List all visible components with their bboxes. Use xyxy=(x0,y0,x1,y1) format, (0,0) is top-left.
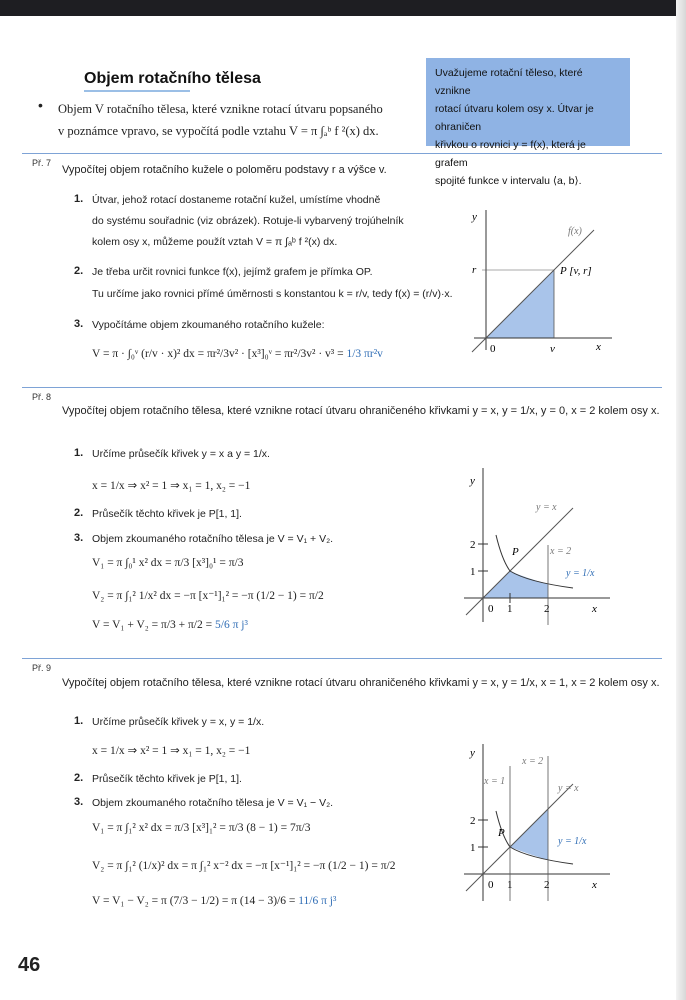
origin-label: 0 xyxy=(490,343,496,355)
example-task: Vypočítej objem rotačního tělesa, které vznikne rotací útvaru ohraničeného křivkami y = x, y = 1/x, y = 0, x = 2 kolem osy x. xyxy=(62,405,660,417)
axis-x-label: x xyxy=(592,879,597,891)
info-line: spojité funkce v intervalu ⟨a, b⟩. xyxy=(435,175,582,187)
info-line: Uvažujeme rotační těleso, které vznikne xyxy=(435,67,583,97)
page-edge xyxy=(676,0,686,1000)
formula-text: V = V₁ − V₂ = π (7/3 − 1/2) = π (14 − 3)/6 = xyxy=(92,895,296,907)
step-line: kolem osy x, můžeme použít vztah V = π ∫ₐᵇ f ²(x) dx. xyxy=(92,236,338,248)
tick-label: 2 xyxy=(544,879,550,891)
r-label: r xyxy=(472,264,477,276)
step-text: Určíme průsečík křivek y = x a y = 1/x. xyxy=(92,448,270,460)
bullet-dot: • xyxy=(38,97,43,113)
step-number: 2. xyxy=(74,507,84,519)
example-task: Vypočítej objem rotačního kužele o poloměru podstavy r a výšce v. xyxy=(62,164,387,176)
info-box xyxy=(426,58,630,187)
formula: V₂ = π ∫₁² (1/x)² dx = π ∫₁² x⁻² dx = −π [x⁻¹]₁² = −π (1/2 − 1) = π/2 xyxy=(92,860,396,872)
example-label: Př. 9 xyxy=(32,663,52,673)
tick-label: 2 xyxy=(544,603,550,615)
formula-text: V = V₁ + V₂ = π/3 + π/2 = xyxy=(92,619,213,631)
result: 1/3 πr²v xyxy=(346,348,383,360)
example-label: Př. 7 xyxy=(32,158,52,168)
example-divider xyxy=(22,153,662,154)
page-title: Objem rotačního tělesa xyxy=(84,70,261,87)
formula: x = 1/x ⇒ x² = 1 ⇒ x₁ = 1, x₂ = −1 xyxy=(92,745,251,757)
step-number: 2. xyxy=(74,265,84,277)
step-line: Je třeba určit rovnici funkce f(x), jejímž grafem je přímka OP. xyxy=(92,266,373,278)
step-text: Objem zkoumaného rotačního tělesa je V = V₁ − V₂. xyxy=(92,797,334,809)
example-divider xyxy=(22,658,662,659)
formula xyxy=(92,895,336,907)
info-line: křivkou o rovnici y = f(x), která je grafem xyxy=(435,139,586,169)
example-divider xyxy=(22,387,662,388)
top-band xyxy=(0,0,686,16)
step-number: 3. xyxy=(74,796,84,808)
x2-label: x = 2 xyxy=(522,756,544,767)
P-label: P xyxy=(512,546,519,558)
axis-x-label: x xyxy=(592,603,597,615)
formula xyxy=(92,348,383,360)
graph-ex8 xyxy=(458,460,618,630)
shaded-area xyxy=(510,809,548,860)
graph-ex9 xyxy=(458,736,618,908)
shaded-area xyxy=(483,571,548,598)
tick-label: 1 xyxy=(470,566,476,578)
formula xyxy=(92,619,248,631)
intro-line2: v poznámce vpravo, se vypočítá podle vztahu V = π ∫ₐᵇ f ²(x) dx. xyxy=(58,124,379,138)
line-label: y = x xyxy=(558,783,579,794)
tick-label: 1 xyxy=(470,842,476,854)
step-line: Útvar, jehož rotací dostaneme rotační kužel, umístíme vhodně xyxy=(92,194,381,206)
tick-label: 1 xyxy=(507,603,513,615)
step-number: 1. xyxy=(74,715,84,727)
v-label: v xyxy=(550,343,555,355)
axis-y-label: y xyxy=(470,747,475,759)
step-number: 1. xyxy=(74,447,84,459)
result: 11/6 π j³ xyxy=(298,895,337,907)
step-text: Objem zkoumaného rotačního tělesa je V = V₁ + V₂. xyxy=(92,533,334,545)
formula-text: V = π · ∫₀ᵛ (r/v · x)² dx = πr²/3v² · [x³]₀ᵛ = πr²/3v² · v³ = xyxy=(92,348,344,360)
axis-x-label: x xyxy=(596,341,601,353)
step-number: 2. xyxy=(74,772,84,784)
P-label: P [v, r] xyxy=(560,265,592,277)
step-text xyxy=(92,193,404,249)
line-label: y = x xyxy=(536,502,557,513)
origin-label: 0 xyxy=(488,879,494,891)
hyper-label: y = 1/x xyxy=(558,836,587,847)
formula: V₁ = π ∫₀¹ x² dx = π/3 [x³]₀¹ = π/3 xyxy=(92,557,244,569)
step-number: 1. xyxy=(74,193,84,205)
step-text: Vypočítáme objem zkoumaného rotačního kužele: xyxy=(92,319,325,331)
step-text xyxy=(92,265,453,301)
step-text: Průsečík těchto křivek je P[1, 1]. xyxy=(92,773,242,785)
step-number: 3. xyxy=(74,318,84,330)
result: 5/6 π j³ xyxy=(215,619,248,631)
intro-line1: Objem V rotačního tělesa, které vznikne rotací útvaru popsaného xyxy=(58,102,383,116)
title-underline xyxy=(84,90,190,92)
origin-label: 0 xyxy=(488,603,494,615)
tick-label: 2 xyxy=(470,815,476,827)
line-y-eq-x xyxy=(466,508,573,615)
step-line: Tu určíme jako rovnici přímé úměrnosti s konstantou k = r/v, tedy f(x) = (r/v)·x. xyxy=(92,288,453,300)
fx-label: f(x) xyxy=(568,226,582,237)
x1-label: x = 1 xyxy=(484,776,506,787)
step-line: do systému souřadnic (viz obrázek). Rotuje-li vybarvený trojúhelník xyxy=(92,215,404,227)
formula: V₂ = π ∫₁² 1/x² dx = −π [x⁻¹]₁² = −π (1/2 − 1) = π/2 xyxy=(92,590,324,602)
hyper-label: y = 1/x xyxy=(566,568,595,579)
example-label: Př. 8 xyxy=(32,392,52,402)
example-task: Vypočítej objem rotačního tělesa, které vznikne rotací útvaru ohraničeného křivkami y = x, y = 1/x, x = 1, x = 2 kolem osy x. xyxy=(62,677,660,689)
axis-y-label: y xyxy=(470,475,475,487)
axis-y-label: y xyxy=(472,211,477,223)
tick-label: 1 xyxy=(507,879,513,891)
formula: x = 1/x ⇒ x² = 1 ⇒ x₁ = 1, x₂ = −1 xyxy=(92,480,251,492)
formula: V₁ = π ∫₁² x² dx = π/3 [x³]₁² = π/3 (8 − 1) = 7π/3 xyxy=(92,822,311,834)
step-text: Průsečík těchto křivek je P[1, 1]. xyxy=(92,508,242,520)
step-text: Určíme průsečík křivek y = x, y = 1/x. xyxy=(92,716,265,728)
info-line: rotací útvaru kolem osy x. Útvar je ohraničen xyxy=(435,103,594,133)
page-number: 46 xyxy=(18,954,41,976)
tick-label: 2 xyxy=(470,539,476,551)
xeq-label: x = 2 xyxy=(550,546,572,557)
cone-graph xyxy=(466,200,616,360)
line-y-eq-x xyxy=(466,784,573,891)
P-label: P xyxy=(498,827,505,839)
step-number: 3. xyxy=(74,532,84,544)
